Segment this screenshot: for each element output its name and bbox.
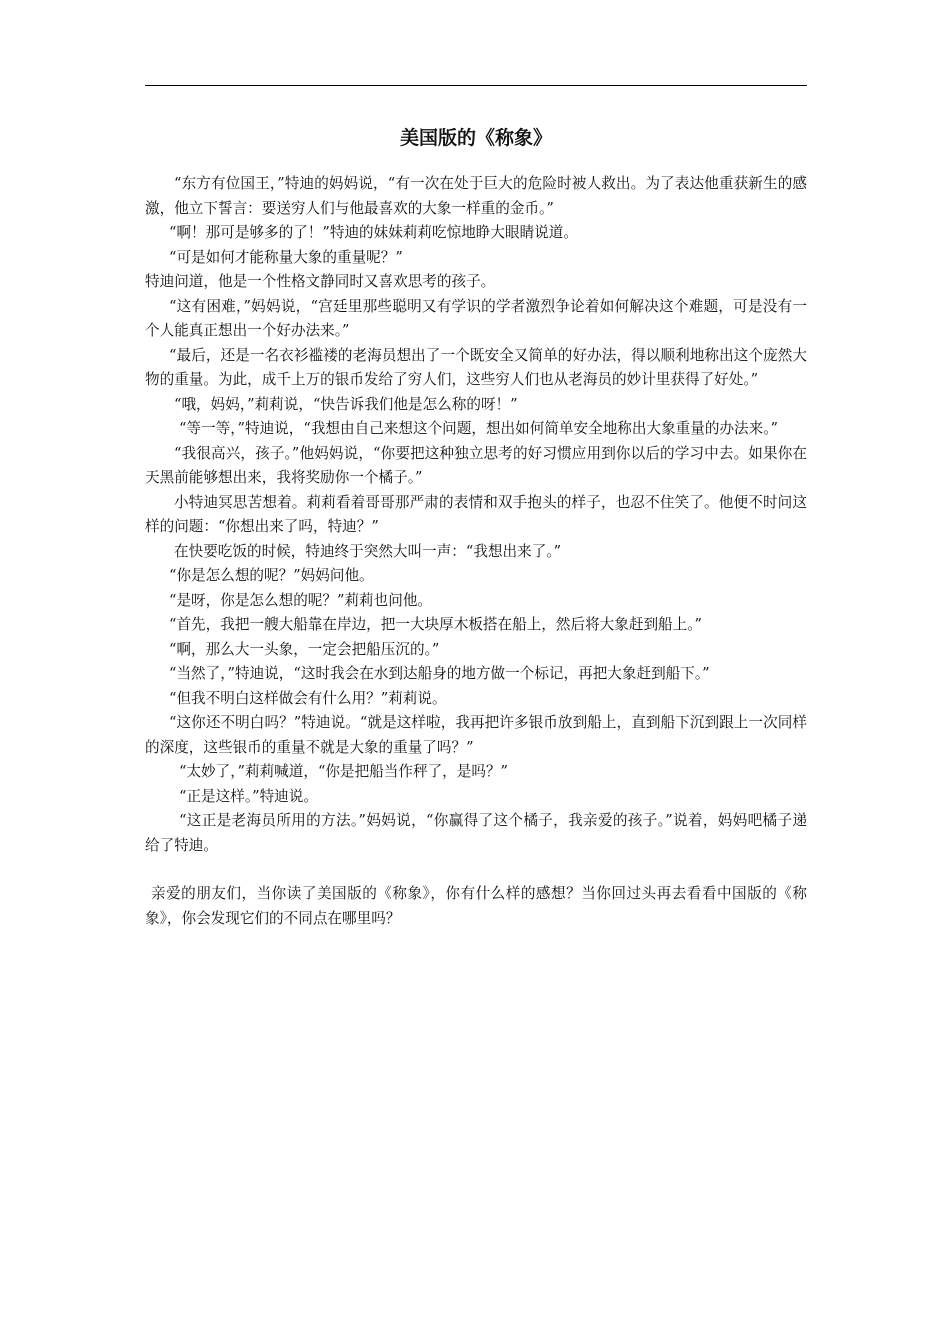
paragraph: “首先，我把一艘大船靠在岸边，把一大块厚木板搭在船上，然后将大象赶到船上。” bbox=[169, 616, 702, 633]
paragraph: “这你还不明白吗？”特迪说。“就是这样啦，我再把许多银币放到船上，直到船下沉到跟上一次同样的深度，这些银币的重量不就是大象的重量了吗？” bbox=[145, 714, 807, 756]
paragraph: 小特迪冥思苦想着。莉莉看着哥哥那严肃的表情和双手抱头的样子，也忍不住笑了。他便不时问这样的问题：“你想出来了吗，特迪？” bbox=[145, 493, 807, 535]
paragraph: “等一等，”特迪说，“我想由自己来想这个问题，想出如何简单安全地称出大象重量的办法来。” bbox=[179, 420, 778, 437]
closing-paragraph: 亲爱的朋友们，当你读了美国版的《称象》，你有什么样的感想？当你回过头再去看看中国版的《称象》，你会发现它们的不同点在哪里吗？ bbox=[145, 885, 807, 927]
paragraph: “这正是老海员所用的方法。”妈妈说，“你赢得了这个橘子，我亲爱的孩子。”说着，妈妈吧橘子递给了特迪。 bbox=[145, 812, 807, 854]
paragraph: “东方有位国王，”特迪的妈妈说，“有一次在处于巨大的危险时被人救出。为了表达他重获新生的感激，他立下誓言：要送穷人们与他最喜欢的大象一样重的金币。” bbox=[145, 175, 807, 217]
page-title: 美国版的《称象》 bbox=[399, 127, 552, 149]
paragraph: “这有困难，”妈妈说，“宫廷里那些聪明又有学识的学者激烈争论着如何解决这个难题，可是没有一个人能真正想出一个好办法来。” bbox=[145, 297, 807, 339]
paragraph: “我很高兴，孩子。”他妈妈说，“你要把这种独立思考的好习惯应用到你以后的学习中去。如果你在天黑前能够想出来，我将奖励你一个橘子。” bbox=[145, 444, 807, 486]
paragraph: “当然了，”特迪说，“这时我会在水到达船身的地方做一个标记，再把大象赶到船下。” bbox=[169, 665, 710, 682]
header-rule bbox=[145, 85, 807, 86]
paragraph: “啊！那可是够多的了！”特迪的妹妹莉莉吃惊地睁大眼睛说道。 bbox=[169, 224, 578, 241]
paragraph: “太妙了，”莉莉喊道，“你是把船当作秤了，是吗？” bbox=[179, 763, 509, 780]
article-body bbox=[145, 172, 807, 931]
paragraph: 在快要吃饭的时候，特迪终于突然大叫一声：“我想出来了。” bbox=[174, 542, 562, 560]
paragraph: “但我不明白这样做会有什么用？”莉莉说。 bbox=[169, 689, 447, 707]
paragraph: “哦，妈妈，”莉莉说，“快告诉我们他是怎么称的呀！” bbox=[174, 395, 518, 413]
paragraph: “可是如何才能称量大象的重量呢？” bbox=[169, 248, 403, 266]
paragraph: “是呀，你是怎么想的呢？”莉莉也问他。 bbox=[169, 591, 433, 609]
paragraph: “啊，那么大一头象，一定会把船压沉的。” bbox=[169, 640, 440, 658]
paragraph: “你是怎么想的呢？”妈妈问他。 bbox=[169, 567, 374, 584]
paragraph: 特迪问道，他是一个性格文静同时又喜欢思考的孩子。 bbox=[145, 273, 496, 290]
paragraph: “最后，还是一名衣衫褴褛的老海员想出了一个既安全又简单的好办法，得以顺利地称出这个庞然大物的重量。为此，成千上万的银币发给了穷人们，这些穷人们也从老海员的妙计里获得了好处。” bbox=[145, 346, 807, 388]
paragraph: “正是这样。”特迪说。 bbox=[179, 787, 318, 805]
